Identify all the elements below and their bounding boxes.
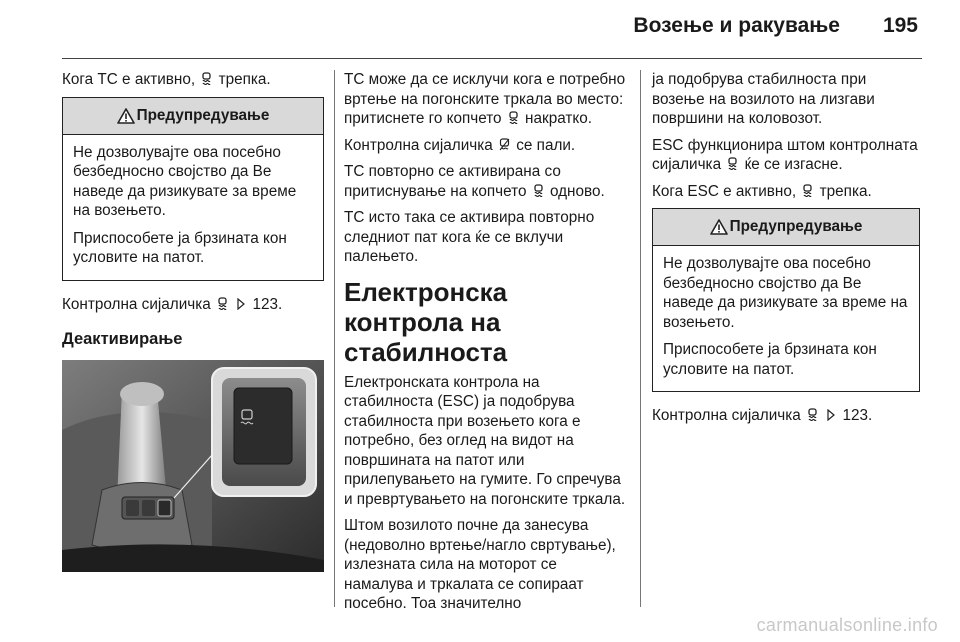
page-reference-arrow-icon — [826, 409, 836, 421]
lamp-reference: Контролна сијаличка 123. — [652, 407, 873, 424]
lamp-reference: Контролна сијаличка 123. — [62, 295, 283, 313]
tc-off-lamp-text: Контролна сијаличка се пали. — [344, 136, 576, 154]
page-number: 195 — [882, 14, 918, 37]
tc-reactivate-text: TC повторно се активирана со притиснување на копчето одново. — [344, 163, 605, 200]
warning-title: Предупредување — [136, 106, 270, 124]
warning-text-2: Приспособете ја брзината кон условите на патот. — [663, 341, 877, 378]
tc-deactivate-text: TC може да се исклучи кога е потребно вртење на погонските тркала во место: притиснете го копчето накратко. — [344, 71, 626, 127]
warning-text-2: Приспособете ја брзината кон условите на патот. — [73, 229, 287, 266]
esc-active-text: Кога ESC е активно, трепка. — [652, 182, 872, 200]
warning-text-1: Не дозволувајте ова посебно безбедносно својство да Ве наведе да ризикувате за време на возењето. — [663, 255, 908, 331]
watermark: carmanualsonline.info — [756, 615, 938, 635]
warning-header — [653, 209, 919, 246]
section-heading-esc: Електронска контрола на стабилноста — [344, 276, 508, 367]
esc-lamp-icon — [217, 297, 228, 310]
warning-triangle-icon — [710, 219, 728, 235]
warning-box — [62, 97, 324, 281]
esc-lamp-icon — [807, 408, 818, 421]
section-heading-deactivation: Деактивирање — [62, 330, 183, 348]
esc-lamp-icon — [533, 184, 544, 197]
esc-off-lamp-icon — [499, 138, 510, 151]
esc-skid-text: Штом возилото почне да занесува (недоволно вртење/нагло свртување), излезната сила на моторот се намалува и тркалата се сопираат посебно. Тоа значително — [344, 517, 616, 612]
tc-active-text: Кога TC е активно, трепка. — [62, 71, 271, 88]
warning-box — [652, 208, 920, 392]
column-middle — [344, 70, 629, 621]
page-reference-arrow-icon — [236, 298, 246, 310]
warning-text-1: Не дозволувајте ова посебно безбедносно својство да Ве наведе да ризикувате за време на возењето. — [73, 143, 297, 219]
column-divider-2 — [640, 70, 641, 607]
esc-description-text: Електронската контрола на стабилноста (ESC) ја подобрува стабилноста при возењето кога е потребно, без оглед на видот на површината на патот или прилепувањето на гумите. Го спречува и превртувањето на погонските тркала. — [344, 373, 626, 508]
esc-lamp-icon — [802, 184, 813, 197]
column-right — [652, 70, 920, 433]
esc-lamp-icon — [201, 72, 212, 85]
esc-continued-text: ја подобрува стабилноста при возење на возилото на лизгави површини на коловозот. — [652, 71, 875, 127]
page-header — [0, 0, 960, 60]
warning-triangle-icon — [117, 108, 135, 124]
tc-ignition-text: TC исто така се активира повторно следниот пат кога ќе се вклучи палењето. — [344, 209, 595, 265]
header-rule — [62, 58, 922, 59]
esc-function-text: ESC функционира штом контролната сијаличка ќе се изгасне. — [652, 136, 918, 173]
column-left — [62, 70, 324, 572]
warning-title: Предупредување — [729, 218, 863, 236]
warning-header — [63, 98, 323, 135]
esc-lamp-icon — [508, 111, 519, 124]
column-divider-1 — [334, 70, 335, 607]
esc-lamp-icon — [727, 157, 738, 170]
console-button-photo — [62, 360, 324, 572]
page-title: Возење и ракување — [633, 14, 840, 37]
